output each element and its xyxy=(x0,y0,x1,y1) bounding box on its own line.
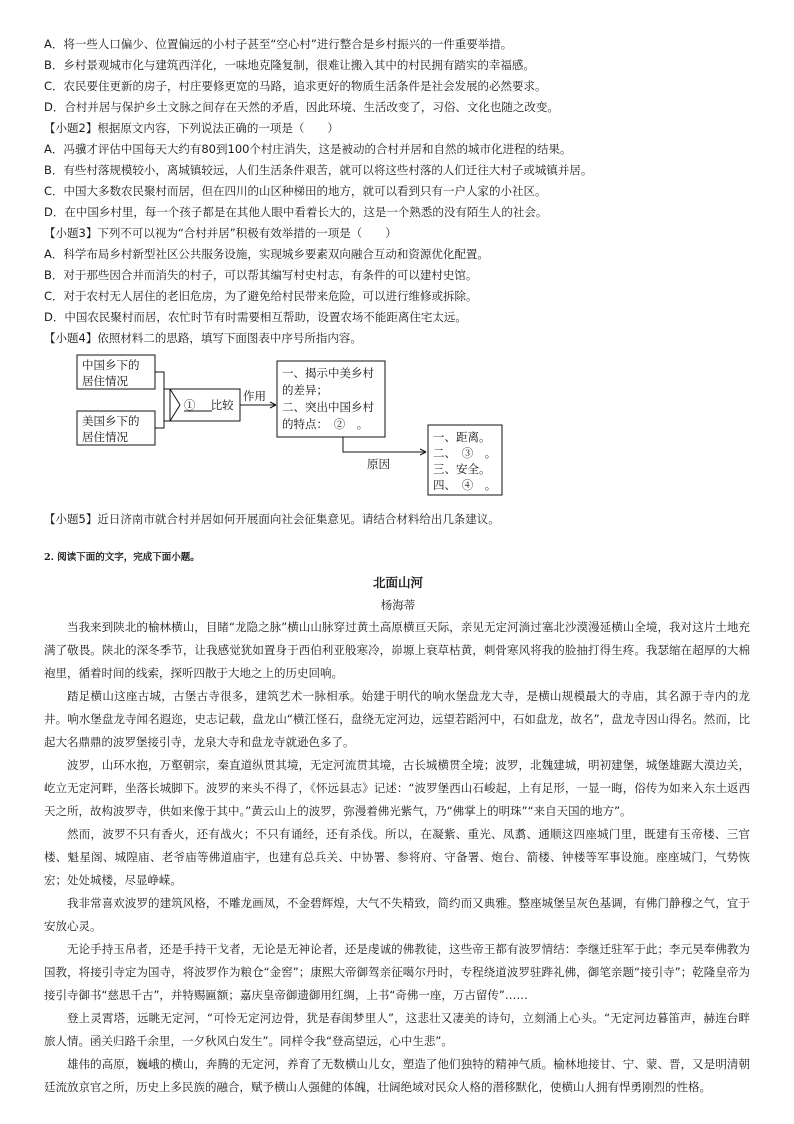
option-a: A．将一些人口偏少、位置偏远的小村子甚至“空心村”进行整合是乡村振兴的一件重要举措。 xyxy=(44,37,513,51)
reveal-line-1: 一、揭示中美乡村 xyxy=(282,366,374,380)
article-paragraph: 无论手持玉帛者，还是手持干戈者，无论是无神论者，还是虔诚的佛教徒，这些帝王都有波罗情结：李继迁驻军于此；李元昊奉佛教为国教，将接引寺定为国寺，将波罗作为粮仓“金窖”；康熙大帝御驾亲征噶尔丹时，专程绕道波罗驻跸礼佛，御笔亲题“接引寺”；乾隆皇帝为接引寺御书“慈思千古”，并特赐匾额；嘉庆皇帝御遗御用红绸，上书“奇佛一座，万古留传”…… xyxy=(44,942,750,1002)
q2-options xyxy=(44,139,752,223)
box-compare-text: ① 比较 xyxy=(184,398,234,412)
option-a: A．冯骥才评估中国每天大约有80到100个村庄消失，这是被动的合村并居和自然的城市化进程的结果。 xyxy=(44,142,572,156)
reason-line-4: 四、 ④ 。 xyxy=(433,478,497,492)
article-paragraph: 我非常喜欢波罗的建筑风格，不雕龙画凤，不金碧辉煌，大气不失精致，简约而又典雅。整座城堡呈灰色基调，有佛门静穆之气，宜于安放心灵。 xyxy=(44,896,750,933)
page-content xyxy=(44,34,752,1099)
question-3-stem: 【小题3】下列不可以视为“合村并居”积极有效举措的一项是（ ） xyxy=(44,226,397,240)
article-paragraph: 当我来到陕北的榆林横山，目睹“龙隐之脉”横山山脉穿过黄土高原横亘天际，亲见无定河淌过塞北沙漠漫延横山全境，我对这片土地充满了敬畏。陕北的深冬季节，让我感觉犹如置身于西伯利亚般寒冷，峁塬上衰草枯黄，刺骨寒风将我的脸抽打得生疼。我瑟缩在超厚的大棉袍里，循着时间的线索，探听四散于大地之上的历史回响。 xyxy=(44,620,750,680)
question-2-stem: 【小题2】根据原文内容，下列说法正确的一项是（ ） xyxy=(44,121,339,135)
bracket xyxy=(155,372,164,428)
article-paragraph: 然而，波罗不只有香火，还有战火；不只有诵经，还有杀伐。所以，在凝紫、重光、凤翥、通顺这四座城门里，既建有玉帝楼、三官楼、魁星阁、城隍庙、老爷庙等佛道庙宇，也建有总兵关、中协署、参将府、守备署、炮台、箭楼、钟楼等军事设施。座座城门，气势恢宏；处处城楼，尽显峥嵘。 xyxy=(44,827,750,887)
arrow-reason xyxy=(343,437,426,455)
reason-line-2: 二、 ③ 。 xyxy=(433,446,497,460)
reason-line-1: 一、距离。 xyxy=(433,430,491,444)
label-effect: 作用 xyxy=(243,389,266,403)
article-paragraph: 波罗，山环水抱，万壑朝宗，秦直道纵贯其境，无定河流贯其境，古长城横贯全境；波罗，北魏建城，明初建堡，城堡雄踞大漠边关，屹立无定河畔，坐落长城脚下。波罗的来头不得了，《怀远县志》记述：“波罗堡西山石峻起，上有足形，一显一晦，俗传为如来入东土返西天之所，故构波罗寺，供如来像于其中。”黄云山上的波罗，弥漫着佛光紫气，乃“佛掌上的明珠”“来自天国的地方”。 xyxy=(44,758,750,818)
option-b: B．乡村景观城市化与建筑西洋化，一味地克隆复制，很难让搬入其中的村民拥有踏实的幸福感。 xyxy=(44,58,535,72)
reason-line-3: 三、安全。 xyxy=(433,462,491,476)
q1-options xyxy=(44,34,752,118)
question-5-stem: 【小题5】近日济南市就合村并居如何开展面向社会征集意见。请结合材料给出几条建议。 xyxy=(44,512,500,526)
option-c: C．中国大多数农民聚村而居，但在四川的山区种梯田的地方，就可以看到只有一户人家的小社区。 xyxy=(44,184,547,198)
diagram-svg xyxy=(44,353,564,503)
article-body xyxy=(44,616,750,1099)
option-c: C．对于农村无人居住的老旧危房，为了避免给村民带来危险，可以进行维修或拆除。 xyxy=(44,289,478,303)
comparison-diagram xyxy=(44,353,752,505)
box-usa-line-1: 美国乡下的 xyxy=(82,414,140,428)
question-4-stem: 【小题4】依照材料二的思路，填写下面图表中序号所指内容。 xyxy=(44,331,362,345)
box-china-line-1: 中国乡下的 xyxy=(82,358,140,372)
label-reason: 原因 xyxy=(367,457,390,471)
reveal-line-4: 的特点： ② 。 xyxy=(282,417,369,431)
article-title: 北面山河 xyxy=(372,575,423,590)
article-paragraph: 雄伟的高原，巍峨的横山，奔腾的无定河，养育了无数横山儿女，塑造了他们独特的精神气质。榆林地接甘、宁、蒙、晋，又是明清朝廷流放京官之所，历史上多民族的融合，赋予横山人强健的体魄，壮阔绝域对民众人格的潜移默化，使横山人拥有悍勇刚烈的性格。 xyxy=(44,1057,750,1094)
option-a: A．科学布局乡村新型社区公共服务设施，实现城乡要素双向融合互动和资源优化配置。 xyxy=(44,247,489,261)
merge-arrow xyxy=(164,389,180,421)
option-c: C．农民要住更新的房子，村庄要修更宽的马路，追求更好的物质生活条件是社会发展的必然要求。 xyxy=(44,79,547,93)
article-paragraph: 踏足横山这座古城，古堡古寺很多，建筑艺术一脉相承。始建于明代的响水堡盘龙大寺，是横山规模最大的寺庙，其名源于寺内的龙井。响水堡盘龙寺闻名遐迩，史志记载，盘龙山“横江怪石，盘绕无定河边，远望若蹈河中，石如盘龙，故名”，盘龙寺因山得名。然而，比起大名鼎鼎的波罗堡接引寺，龙泉大寺和盘龙寺就逊色多了。 xyxy=(44,689,750,749)
section-2-heading: 2. 阅读下面的文字，完成下面小题。 xyxy=(44,552,200,563)
box-china-line-2: 居住情况 xyxy=(82,374,128,388)
option-d: D．中国农民聚村而居，农忙时节有时需要相互帮助，设置农场不能距离住宅太远。 xyxy=(44,310,467,324)
reveal-line-3: 二、突出中国乡村 xyxy=(282,400,374,414)
box-usa-line-2: 居住情况 xyxy=(82,430,128,444)
option-d: D．合村并居与保护乡土文脉之间存在天然的矛盾，因此环境、生活改变了，习俗、文化也随之改变。 xyxy=(44,100,559,114)
option-b: B．对于那些因合并而消失的村子，可以帮其编写村史村志，有条件的可以建村史馆。 xyxy=(44,268,478,282)
option-b: B．有些村落规模较小，离城镇较远，人们生活条件艰苦，就可以将这些村落的人们迁往大村子或城镇并居。 xyxy=(44,163,593,177)
option-d: D．在中国乡村里，每一个孩子都是在其他人眼中看着长大的，这是一个熟悉的没有陌生人的社会。 xyxy=(44,205,548,219)
article-author: 杨海蒂 xyxy=(380,598,416,612)
q3-options xyxy=(44,244,752,328)
reveal-line-2: 的差异； xyxy=(282,383,328,397)
article-paragraph: 登上灵霄塔，远眺无定河，“可怜无定河边骨，犹是春闺梦里人”，这悲壮又凄美的诗句，立刻涌上心头。“无定河边暮笛声，赫连台畔旅人情。函关归路千余里，一夕秋风白发生”。同样令我“登高望远，心中生悲”。 xyxy=(44,1011,750,1048)
